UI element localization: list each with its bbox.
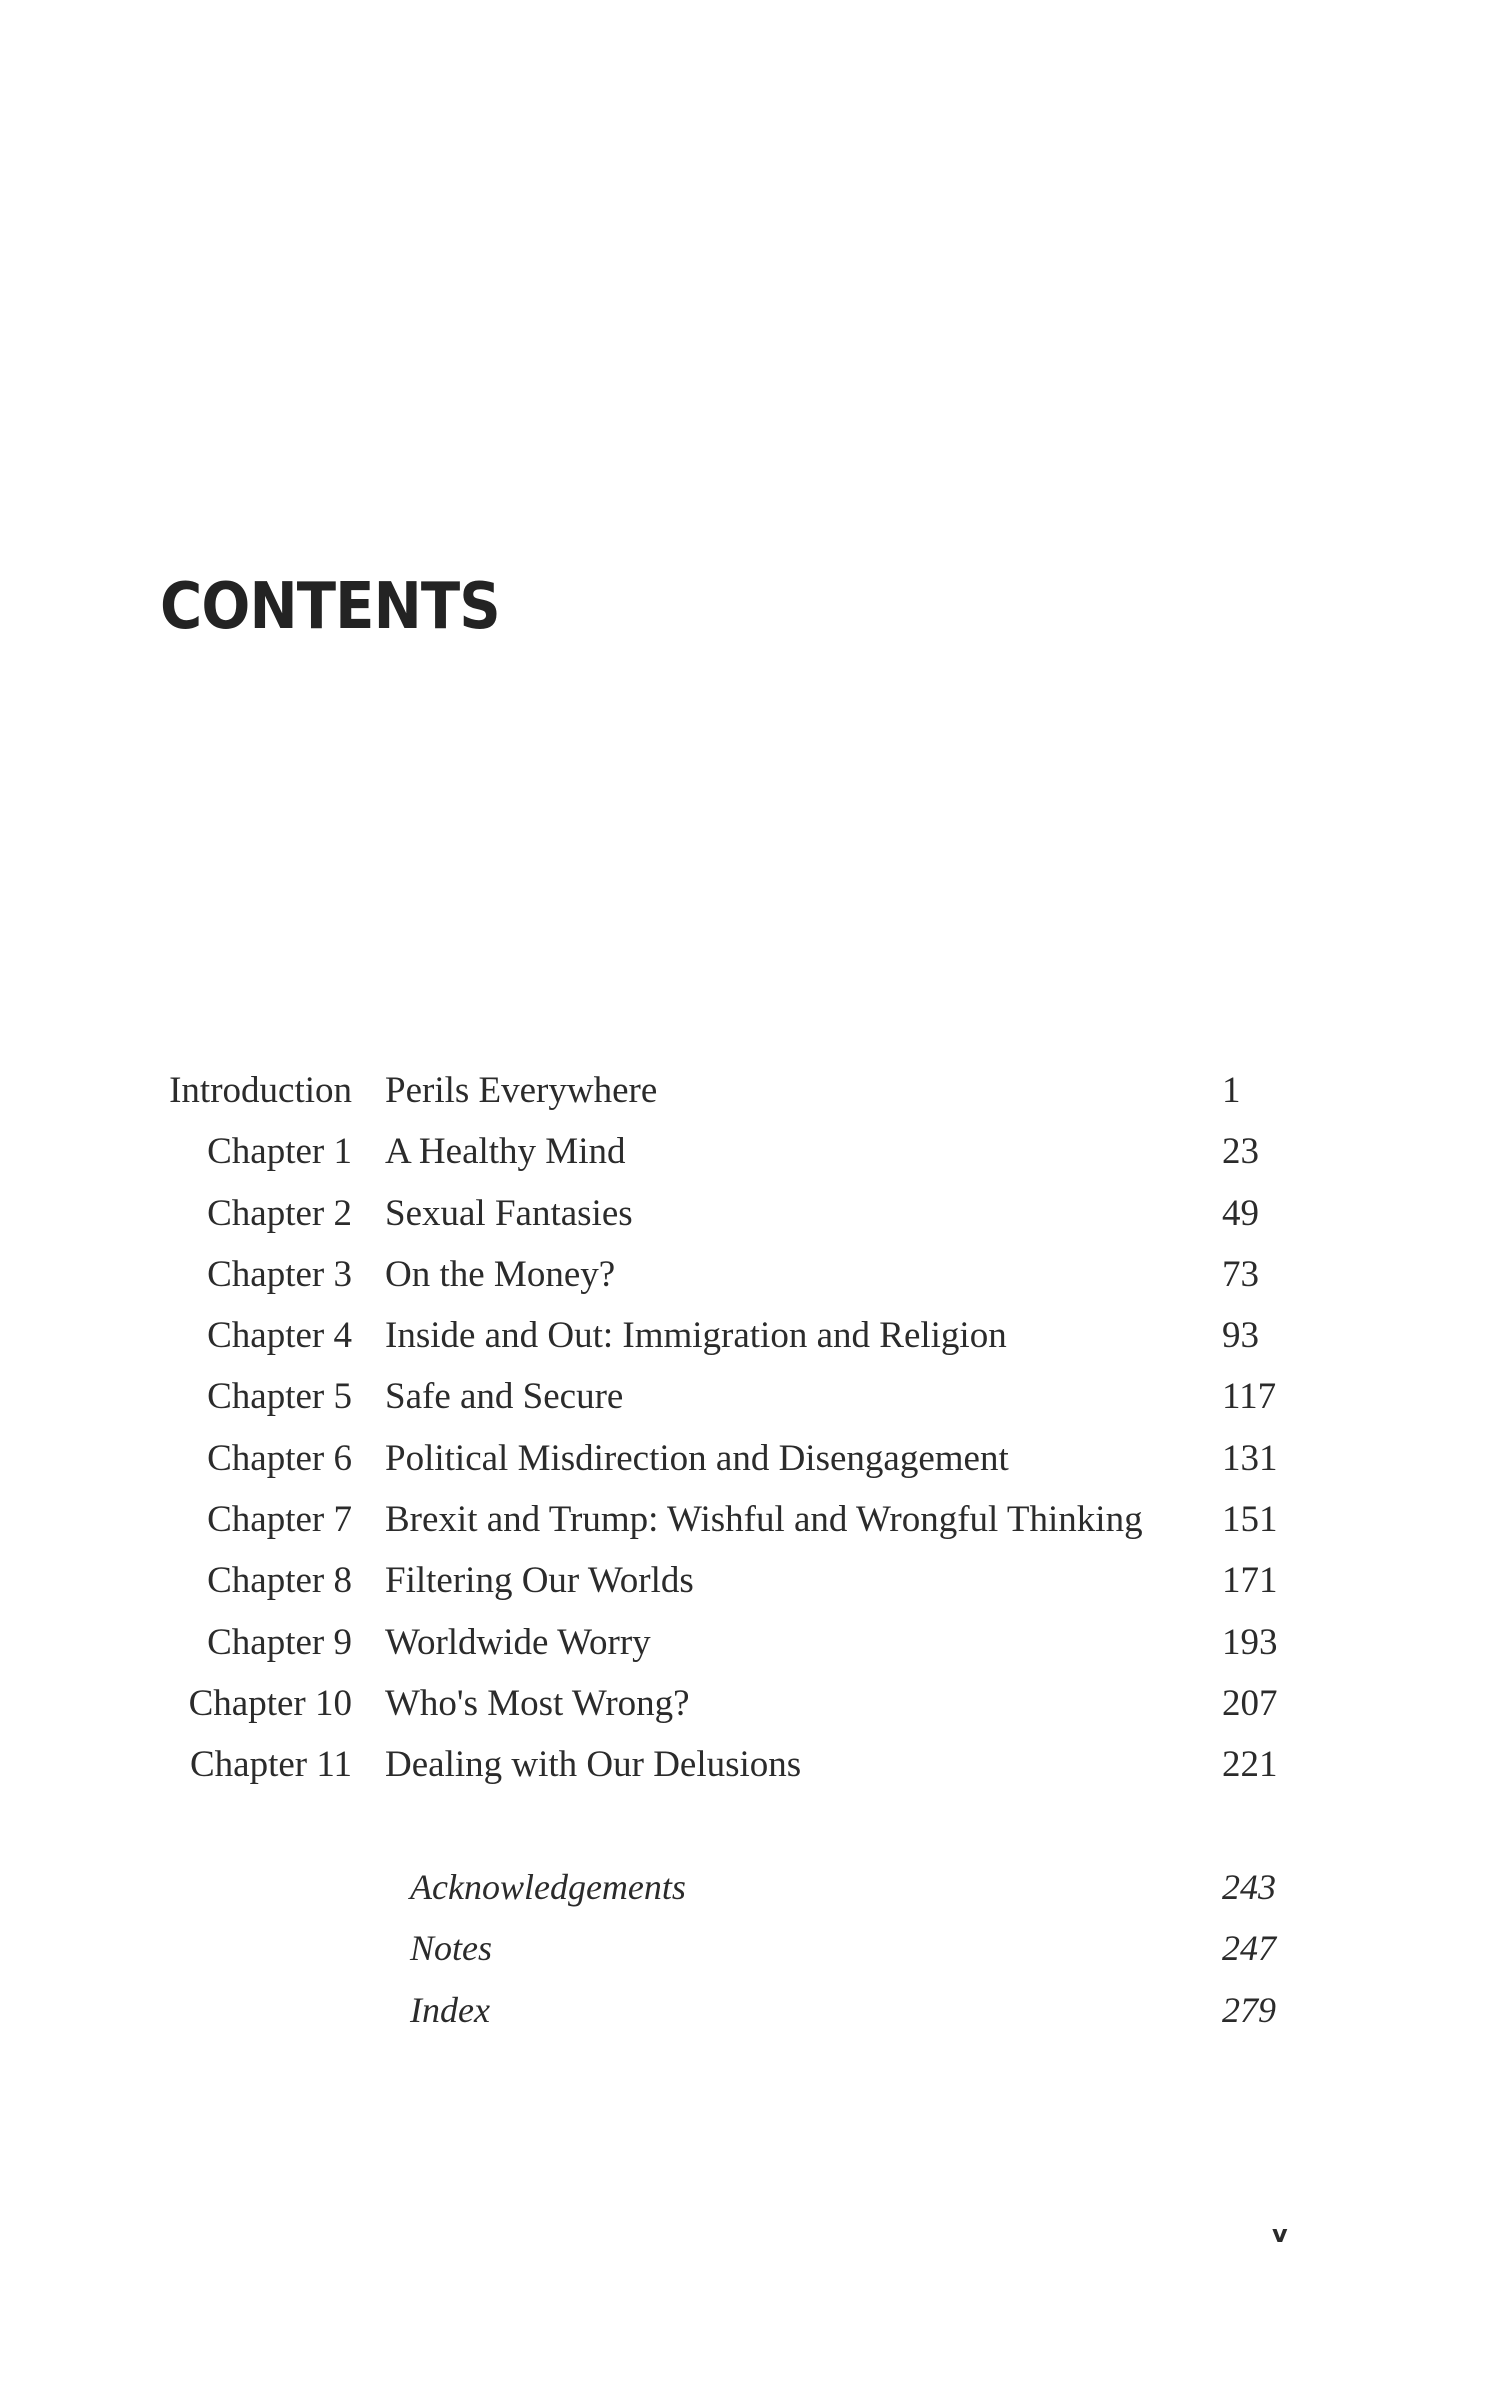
chapter-label: Introduction <box>169 1070 352 1111</box>
chapter-title[interactable]: A Healthy Mind <box>385 1131 626 1173</box>
chapter-label: Chapter 9 <box>207 1621 352 1663</box>
chapter-label: Chapter 7 <box>207 1499 352 1541</box>
page-folio: v <box>1272 2220 1288 2248</box>
chapter-title[interactable]: On the Money? <box>385 1253 616 1295</box>
chapter-title[interactable]: Dealing with Our Delusions <box>385 1744 802 1786</box>
chapter-label: Chapter 3 <box>207 1253 352 1295</box>
chapter-title[interactable]: Brexit and Trump: Wishful and Wrongful Thinking <box>385 1499 1143 1541</box>
page-title: CONTENTS <box>160 570 500 644</box>
chapter-page-number: 221 <box>1222 1744 1278 1786</box>
chapter-page-number: 151 <box>1222 1499 1278 1541</box>
chapter-title[interactable]: Filtering Our Worlds <box>385 1560 694 1602</box>
chapter-label: Chapter 6 <box>207 1437 352 1479</box>
chapter-title[interactable]: Safe and Secure <box>385 1376 624 1418</box>
back-matter-page-number: 243 <box>1222 1867 1276 1907</box>
back-matter-title[interactable]: Notes <box>410 1928 493 1969</box>
chapter-title[interactable]: Sexual Fantasies <box>385 1192 633 1234</box>
toc-row-chapter-5[interactable] <box>0 1366 1500 1427</box>
chapter-page-number: 23 <box>1222 1131 1259 1173</box>
chapter-page-number: 49 <box>1222 1192 1259 1234</box>
chapter-title[interactable]: Worldwide Worry <box>385 1621 651 1663</box>
toc-row-chapter-4[interactable] <box>0 1305 1500 1366</box>
back-matter-row-index[interactable] <box>0 1980 1500 2041</box>
chapter-label: Chapter 10 <box>188 1682 352 1724</box>
toc-row-chapter-1[interactable] <box>0 1121 1500 1182</box>
chapter-label: Chapter 2 <box>207 1192 352 1234</box>
chapter-page-number: 131 <box>1222 1437 1278 1479</box>
toc-row-chapter-9[interactable] <box>0 1612 1500 1673</box>
chapter-label: Chapter 5 <box>207 1376 352 1418</box>
back-matter-row-acknowledgements[interactable] <box>0 1857 1500 1918</box>
toc-row-introduction[interactable] <box>0 1060 1500 1121</box>
toc-row-chapter-11[interactable] <box>0 1734 1500 1795</box>
chapter-page-number: 73 <box>1222 1253 1259 1295</box>
chapter-title[interactable]: Inside and Out: Immigration and Religion <box>385 1315 1007 1357</box>
chapter-page-number: 93 <box>1222 1315 1259 1357</box>
chapter-label: Chapter 1 <box>207 1131 352 1173</box>
toc-row-chapter-3[interactable] <box>0 1244 1500 1305</box>
chapter-page-number: 117 <box>1222 1376 1277 1418</box>
toc-row-chapter-7[interactable] <box>0 1489 1500 1550</box>
back-matter-page-number: 279 <box>1222 1989 1276 2030</box>
toc-row-chapter-10[interactable] <box>0 1673 1500 1734</box>
toc-row-chapter-2[interactable] <box>0 1183 1500 1244</box>
chapter-page-number: 171 <box>1222 1560 1278 1602</box>
chapter-page-number: 207 <box>1222 1682 1278 1724</box>
toc-row-chapter-8[interactable] <box>0 1550 1500 1611</box>
chapter-label: Chapter 8 <box>207 1560 352 1602</box>
toc-row-chapter-6[interactable] <box>0 1428 1500 1489</box>
back-matter-title[interactable]: Index <box>410 1989 490 2030</box>
back-matter-title[interactable]: Acknowledgements <box>410 1867 686 1907</box>
back-matter-page-number: 247 <box>1222 1928 1276 1969</box>
chapter-title[interactable]: Who's Most Wrong? <box>385 1682 690 1724</box>
chapter-title[interactable]: Political Misdirection and Disengagement <box>385 1437 1009 1479</box>
chapter-label: Chapter 11 <box>189 1744 352 1786</box>
back-matter-row-notes[interactable] <box>0 1918 1500 1979</box>
back-matter-list <box>0 1857 1500 2041</box>
chapter-page-number: 193 <box>1222 1621 1278 1663</box>
chapter-label: Chapter 4 <box>207 1315 352 1357</box>
chapter-page-number: 1 <box>1222 1070 1241 1111</box>
chapter-title[interactable]: Perils Everywhere <box>385 1070 658 1111</box>
table-of-contents <box>0 1060 1500 1796</box>
